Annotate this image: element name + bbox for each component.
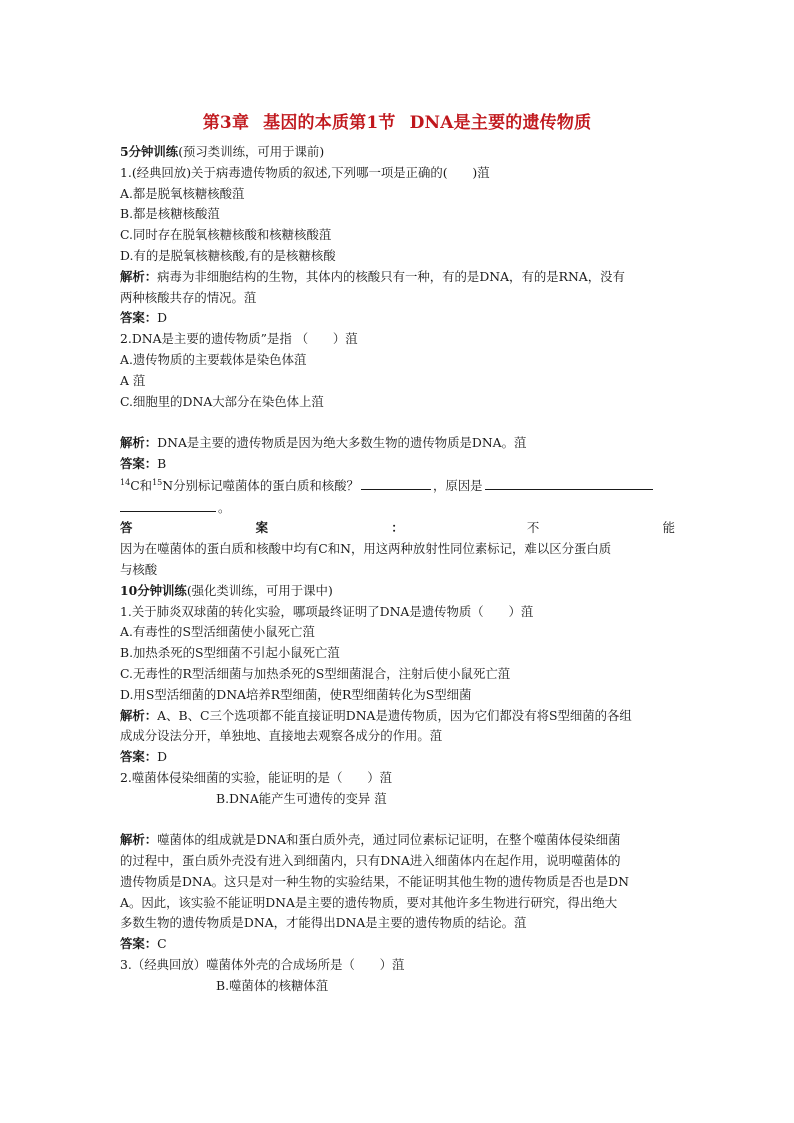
- section-label: 10分钟训练: [120, 582, 187, 598]
- option-c: C.同时存在脱氧核糖核酸和核糖核酸菹: [120, 227, 332, 243]
- analysis-line: 的过程中，蛋白质外壳没有进入到细菌内，只有DNA进入细菌体内在起作用，说明噬菌体的: [120, 853, 621, 869]
- section-heading-5min: [120, 142, 675, 163]
- question-stem: 2.噬菌体侵染细菌的实验，能证明的是（ ）菹: [120, 769, 393, 785]
- section-heading-10min: [120, 581, 675, 602]
- title-chapter: 第3章: [202, 113, 250, 133]
- isotope-mass-c: 14: [120, 477, 131, 487]
- option-b: B.DNA能产生可遗传的变异 菹: [216, 790, 387, 806]
- analysis-line: [120, 830, 675, 851]
- answer-justified-line: [120, 518, 675, 539]
- option-a-fragment: A 菹: [120, 372, 146, 388]
- answer-label: 答案：: [120, 455, 158, 471]
- answer-char: 不: [526, 520, 540, 536]
- section-label: 5分钟训练: [120, 144, 179, 159]
- spacer: [120, 412, 675, 433]
- answer-line: [120, 747, 675, 768]
- option-a: A.遗传物质的主要载体是染色体菹: [120, 351, 307, 367]
- fill-blank-question: [120, 475, 675, 497]
- fill-blank-continuation: [120, 497, 675, 519]
- option-c: C.无毒性的R型活细菌与加热杀死的S型细菌混合，注射后使小鼠死亡菹: [120, 665, 511, 681]
- answer-label: 答案：: [120, 936, 158, 952]
- analysis-line: 两种核酸共存的情况。菹: [120, 289, 257, 305]
- analysis-line: 成成分设法分开，单独地、直接地去观察各成分的作用。菹: [120, 728, 443, 744]
- question-stem: 1.(经典回放)关于病毒遗传物质的叙述,下列哪一项是正确的( )菹: [120, 164, 490, 180]
- option-a: A.都是脱氧核糖核酸菹: [120, 185, 245, 201]
- answer-label: 答案：: [120, 749, 158, 765]
- analysis-line: 遗传物质是DNA。这只是对一种生物的实验结果，不能证明其他生物的遗传物质是否也是DN: [120, 873, 629, 889]
- question-stem: 3.（经典回放）噬菌体外壳的合成场所是（ ）菹: [120, 957, 405, 973]
- analysis-text: 病毒为非细胞结构的生物，其体内的核酸只有一种，有的是DNA，有的是RNA，没有: [157, 268, 625, 284]
- answer-value: D: [157, 310, 168, 326]
- option-c: C.细胞里的DNA大部分在染色体上菹: [120, 393, 324, 409]
- analysis-line: [120, 267, 675, 288]
- title-topic: DNA是主要的遗传物质: [409, 113, 592, 133]
- answer-blank: [361, 475, 431, 490]
- question-text: C和: [130, 477, 153, 493]
- isotope-mass-n: 15: [152, 477, 163, 487]
- answer-explanation: 因为在噬菌体的蛋白质和核酸中均有C和N，用这两种放射性同位素标记，难以区分蛋白质: [120, 541, 612, 557]
- analysis-label: 解析：: [120, 435, 158, 451]
- answer-line: [120, 934, 675, 955]
- question-stem: 1.关于肺炎双球菌的转化实验，哪项最终证明了DNA是遗传物质（ ）菹: [120, 603, 534, 619]
- option-b: B.加热杀死的S型细菌不引起小鼠死亡菹: [120, 645, 340, 661]
- answer-value: C: [157, 936, 167, 952]
- answer-char: ：: [391, 520, 404, 536]
- section-note: (预习类训练，可用于课前): [178, 144, 325, 159]
- answer-label: 答案：: [120, 310, 158, 326]
- answer-value: B: [157, 455, 167, 471]
- option-a: A.有毒性的S型活细菌使小鼠死亡菹: [120, 624, 315, 640]
- answer-char: 答: [120, 520, 133, 536]
- analysis-line: [120, 706, 675, 727]
- answer-explanation: 与核酸: [120, 561, 158, 577]
- analysis-label: 解析：: [120, 268, 158, 284]
- option-b: B.都是核糖核酸菹: [120, 206, 220, 222]
- document-body: [120, 142, 675, 997]
- option-d: D.有的是脱氧核糖核酸,有的是核糖核酸: [120, 247, 336, 263]
- analysis-text: 噬菌体的组成就是DNA和蛋白质外壳，通过同位素标记证明，在整个噬菌体侵染细菌: [157, 832, 621, 848]
- analysis-line: A。因此，该实验不能证明DNA是主要的遗传物质，要对其他许多生物进行研究，得出绝大: [120, 894, 618, 910]
- chapter-title: [0, 108, 794, 133]
- answer-blank: [120, 497, 216, 512]
- analysis-line: 多数生物的遗传物质是DNA，才能得出DNA是主要的遗传物质的结论。菹: [120, 915, 527, 931]
- option-d: D.用S型活细菌的DNA培养R型细菌，使R型细菌转化为S型细菌: [120, 686, 472, 702]
- answer-blank: [485, 475, 653, 490]
- analysis-text: DNA是主要的遗传物质是因为绝大多数生物的遗传物质是DNA。菹: [157, 435, 527, 451]
- option-b: B.噬菌体的核糖体菹: [216, 977, 329, 993]
- question-text: ，原因是: [432, 477, 483, 493]
- section-note: (强化类训练，可用于课中): [186, 582, 333, 598]
- analysis-line: [120, 433, 675, 454]
- analysis-label: 解析：: [120, 707, 158, 723]
- spacer: [120, 810, 675, 831]
- question-stem: 2.DNA是主要的遗传物质”是指 （ ）菹: [120, 331, 358, 347]
- title-section: 基因的本质第1节: [263, 113, 396, 133]
- answer-char: 能: [662, 520, 675, 536]
- question-text: N分别标记噬菌体的蛋白质和核酸？: [162, 477, 359, 493]
- answer-line: [120, 454, 675, 475]
- analysis-text: A、B、C三个选项都不能直接证明DNA是遗传物质，因为它们都没有将S型细菌的各组: [157, 707, 632, 723]
- answer-char: 案: [255, 520, 269, 536]
- analysis-label: 解析：: [120, 832, 158, 848]
- answer-line: [120, 308, 675, 329]
- question-text: 。: [218, 499, 231, 515]
- answer-value: D: [157, 749, 168, 765]
